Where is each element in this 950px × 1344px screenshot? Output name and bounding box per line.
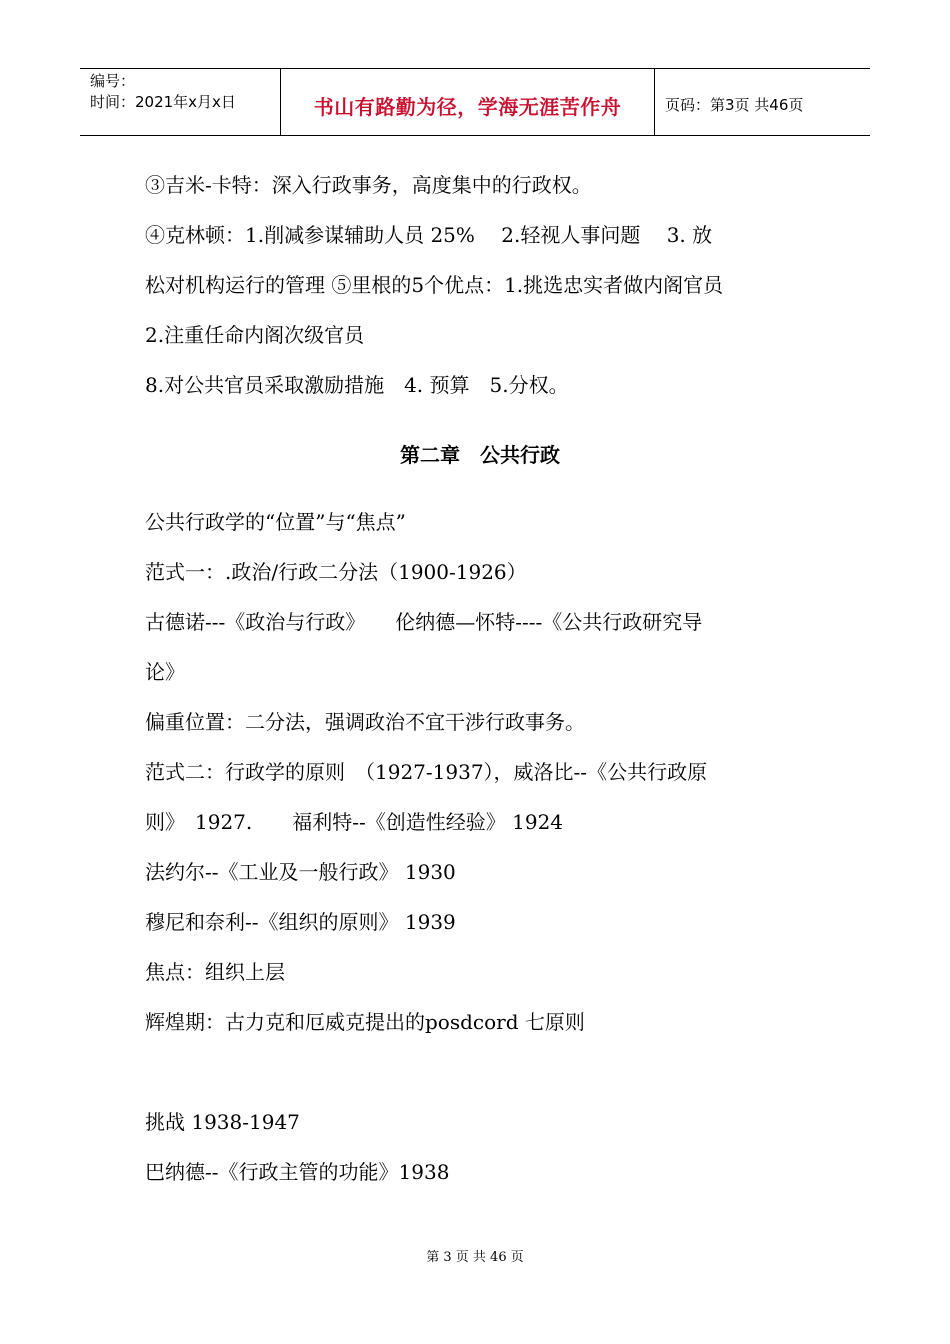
paragraph: 范式一：.政治/行政二分法（1900-1926） bbox=[145, 560, 527, 584]
header-motto: 书山有路勤为径，学海无涯苦作舟 bbox=[281, 69, 655, 135]
paragraph: 范式二：行政学的原则 （1927-1937），威洛比--《公共行政原 bbox=[145, 760, 708, 784]
header-meta bbox=[80, 69, 281, 135]
paragraph: ③吉米-卡特：深入行政事务，高度集中的行政权。 bbox=[145, 173, 592, 197]
page-footer: 第 3 页 共 46 页 bbox=[426, 1250, 524, 1265]
date-label: 时间：2021年x月x日 bbox=[90, 93, 236, 111]
paragraph: 古德诺---《政治与行政》 伦纳德—怀特----《公共行政研究导 bbox=[145, 610, 703, 634]
paragraph: 辉煌期：古力克和厄威克提出的posdcord 七原则 bbox=[145, 1010, 585, 1034]
paragraph: 论》 bbox=[145, 660, 185, 684]
document-body bbox=[145, 160, 815, 1197]
paragraph: 法约尔--《工业及一般行政》 1930 bbox=[145, 860, 456, 884]
paragraph: 巴纳德--《行政主管的功能》1938 bbox=[145, 1160, 450, 1184]
paragraph: 松对机构运行的管理 ⑤里根的5个优点：1.挑选忠实者做内阁官员 bbox=[145, 273, 724, 297]
page-header bbox=[80, 68, 870, 136]
blank-line bbox=[145, 1047, 815, 1097]
paragraph: ④克林顿：1.削减参谋辅助人员 25% 2.轻视人事问题 3. 放 bbox=[145, 223, 713, 247]
paragraph: 8.对公共官员采取激励措施 4. 预算 5.分权。 bbox=[145, 373, 569, 397]
paragraph: 偏重位置：二分法，强调政治不宜干涉行政事务。 bbox=[145, 710, 585, 734]
paragraph: 焦点：组织上层 bbox=[145, 960, 285, 984]
paragraph: 则》 1927. 福利特--《创造性经验》 1924 bbox=[145, 810, 564, 834]
header-page-info: 页码：第3页 共46页 bbox=[665, 95, 804, 114]
number-label: 编号： bbox=[90, 72, 136, 90]
paragraph: 公共行政学的“位置”与“焦点” bbox=[145, 510, 406, 534]
paragraph: 2.注重任命内阁次级官员 bbox=[145, 323, 365, 347]
paragraph: 挑战 1938-1947 bbox=[145, 1110, 300, 1134]
paragraph: 穆尼和奈利--《组织的原则》 1939 bbox=[145, 910, 456, 934]
chapter-title: 第二章 公共行政 bbox=[400, 443, 560, 467]
